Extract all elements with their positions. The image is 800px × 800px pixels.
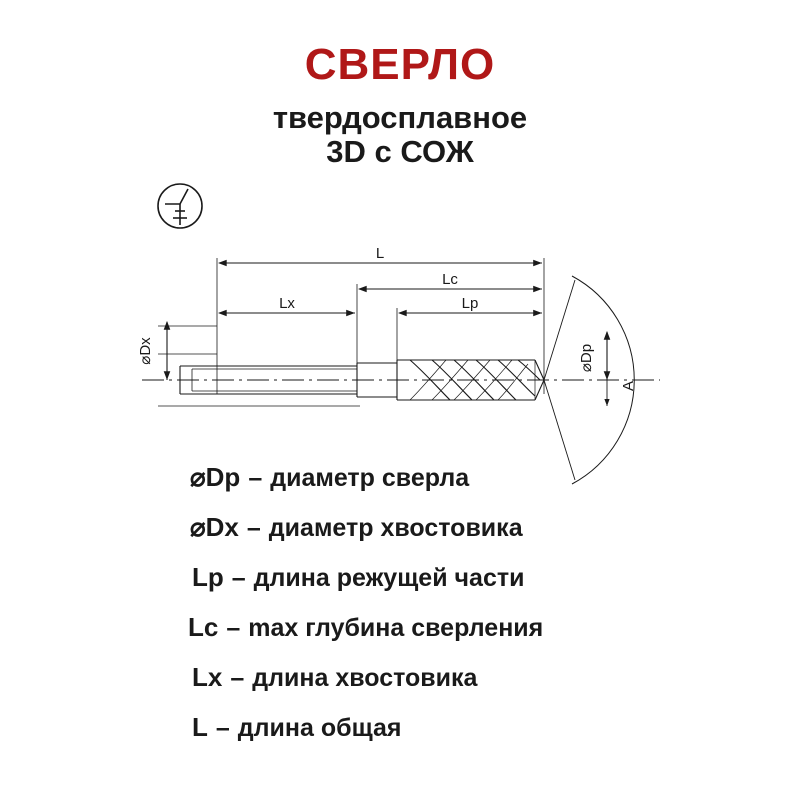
legend-description: длина режущей части	[253, 564, 525, 592]
legend-dash: –	[246, 514, 261, 542]
legend-description: max глубина сверления	[248, 614, 544, 642]
legend-item-lp	[150, 562, 770, 612]
legend-symbol: ⌀Dp	[190, 462, 241, 492]
dimension-label-Dp: ⌀Dp	[578, 343, 595, 373]
legend-symbol: Lp	[192, 562, 224, 592]
surface-finish-symbol-icon	[152, 178, 208, 234]
legend-description: длина хвостовика	[252, 664, 478, 692]
subtitle-line-1: твердосплавное	[272, 99, 528, 135]
legend-symbol: Lx	[192, 662, 223, 692]
legend-symbol: ⌀Dx	[190, 512, 239, 542]
legend-dash: –	[215, 714, 230, 742]
legend-item-lc	[150, 612, 770, 662]
legend-dash: –	[248, 464, 263, 492]
dimension-label-Lx: Lx	[279, 295, 295, 312]
legend-dash: –	[226, 614, 241, 642]
legend-description: диаметр хвостовика	[268, 514, 523, 542]
legend-description: длина общая	[237, 714, 402, 742]
dimension-label-Lc: Lc	[442, 271, 458, 288]
dimension-label-Dx: ⌀Dx	[137, 337, 154, 365]
legend-item-lx	[150, 662, 770, 712]
dimension-label-A: A	[620, 380, 637, 392]
legend-description: диаметр сверла	[270, 464, 470, 492]
legend-list	[150, 462, 770, 762]
dimension-label-Lp: Lp	[461, 295, 479, 312]
page-title: СВЕРЛО	[304, 40, 496, 89]
dimension-label-L: L	[375, 245, 385, 262]
legend-symbol: Lc	[188, 612, 219, 642]
legend-dash: –	[230, 664, 245, 692]
legend-dash: –	[231, 564, 246, 592]
legend-item-l	[150, 712, 770, 762]
subtitle-line-2: 3D с СОЖ	[326, 134, 474, 170]
title-block	[0, 42, 800, 170]
legend-symbol: L	[192, 712, 208, 742]
legend-item-dx	[150, 512, 770, 562]
legend-item-dp	[150, 462, 770, 512]
